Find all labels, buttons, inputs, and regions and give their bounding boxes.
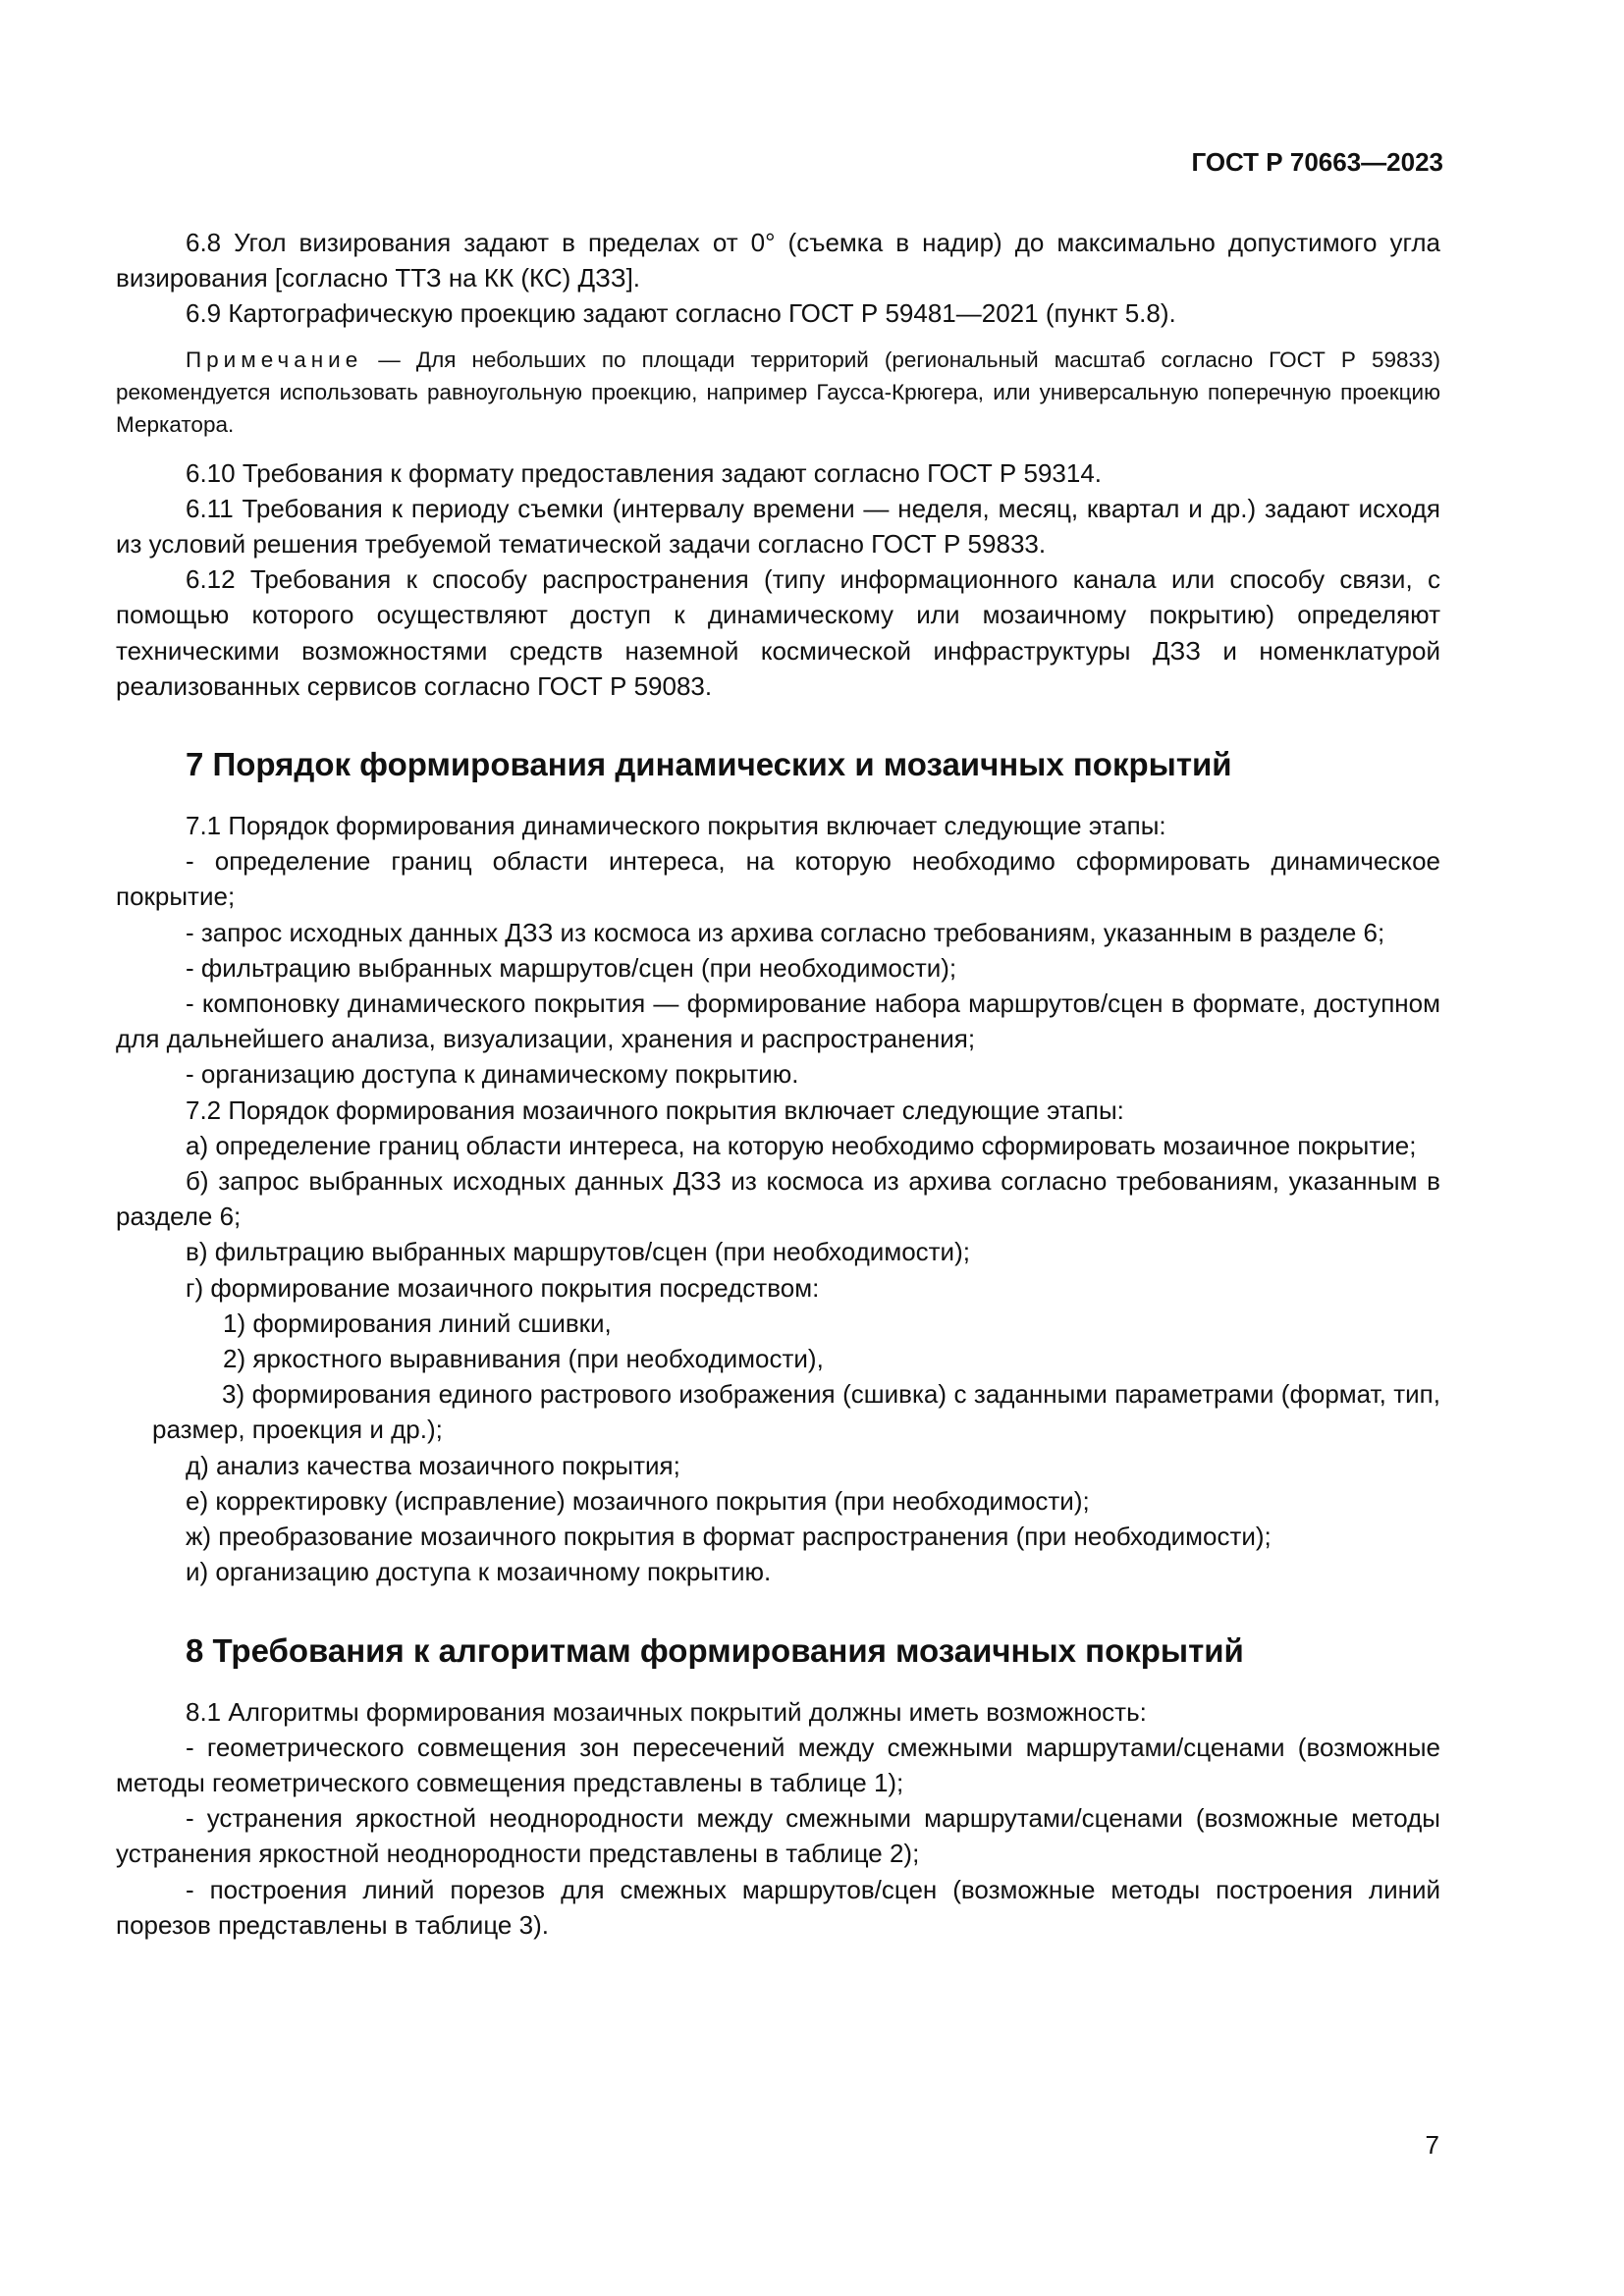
paragraph-6-8: 6.8 Угол визирования задают в пределах от 0° (съемка в надир) до максимально допустимого угла визирования [согласно ТТЗ на КК (КС) ДЗЗ]. (116, 228, 1440, 294)
paragraph-8-1: 8.1 Алгоритмы формирования мозаичных покрытий должны иметь возможность: (186, 1696, 1147, 1727)
list-item: - фильтрацию выбранных маршрутов/сцен (при необходимости); (186, 952, 957, 983)
section-8-heading: 8 Требования к алгоритмам формирования мозаичных покрытий (186, 1631, 1244, 1669)
list-item: - организацию доступа к динамическому покрытию. (186, 1059, 799, 1090)
list-item: - компоновку динамического покрытия — формирование набора маршрутов/сцен в формате, доступном для дальнейшего анализа, визуализации, хранения и распространения; (116, 988, 1440, 1054)
section-7-heading: 7 Порядок формирования динамических и мозаичных покрытий (186, 746, 1232, 783)
list-item: - геометрического совмещения зон пересечений между смежными маршрутами/сценами (возможные методы геометрического совмещения представлены в таблице 1); (116, 1732, 1440, 1797)
page-content (116, 225, 1440, 1943)
list-item: б) запрос выбранных исходных данных ДЗЗ из космоса из архива согласно требованиям, указанным в разделе 6; (116, 1166, 1440, 1232)
list-item: ж) преобразование мозаичного покрытия в формат распространения (при необходимости); (186, 1522, 1272, 1552)
paragraph-7-1: 7.1 Порядок формирования динамического покрытия включает следующие этапы: (186, 811, 1166, 841)
note-paragraph (116, 344, 1440, 441)
paragraph-6-10: 6.10 Требования к формату предоставления задают согласно ГОСТ Р 59314. (186, 457, 1103, 488)
list-item: д) анализ качества мозаичного покрытия; (186, 1450, 680, 1480)
list-item: е) корректировку (исправление) мозаичного покрытия (при необходимости); (186, 1485, 1090, 1516)
list-item: и) организацию доступа к мозаичному покрытию. (186, 1557, 772, 1587)
list-item: в) фильтрацию выбранных маршрутов/сцен (при необходимости); (186, 1237, 970, 1267)
sub-list-item: 2) яркостного выравнивания (при необходимости), (223, 1344, 824, 1374)
page-number: 7 (1425, 2130, 1439, 2160)
list-item: а) определение границ области интереса, на которую необходимо сформировать мозаичное покрытие; (186, 1130, 1417, 1160)
document-header: ГОСТ Р 70663—2023 (1191, 147, 1443, 177)
list-item: г) формирование мозаичного покрытия посредством: (186, 1272, 820, 1303)
list-item: - устранения яркостной неоднородности между смежными маршрутами/сценами (возможные методы устранения яркостной неоднородности представлены в таблице 2); (116, 1803, 1440, 1869)
paragraph-6-11: 6.11 Требования к периоду съемки (интервалу времени — неделя, месяц, квартал и др.) задают исходя из условий решения требуемой тематической задачи согласно ГОСТ Р 59833. (116, 493, 1440, 560)
paragraph-6-12: 6.12 Требования к способу распространения (типу информационного канала или способу связи, с помощью которого осуществляют доступ к динамическому или мозаичному покрытию) определяют техническими возможностями средств наземной космической инфраструктуры ДЗЗ и номенклатурой реализованных сервисов согласно ГОСТ Р 59083. (116, 564, 1440, 701)
list-item: - запрос исходных данных ДЗЗ из космоса из архива согласно требованиям, указанным в разделе 6; (186, 917, 1385, 947)
paragraph-6-9: 6.9 Картографическую проекцию задают согласно ГОСТ Р 59481—2021 (пункт 5.8). (186, 298, 1176, 329)
list-item: - определение границ области интереса, на которую необходимо сформировать динамическое покрытие; (116, 846, 1440, 912)
sub-list-item: 1) формирования линий сшивки, (223, 1308, 612, 1338)
paragraph-7-2: 7.2 Порядок формирования мозаичного покрытия включает следующие этапы: (186, 1095, 1124, 1125)
note-label: Примечание (186, 347, 363, 372)
list-item: - построения линий порезов для смежных маршрутов/сцен (возможные методы построения линий порезов представлены в таблице 3). (116, 1874, 1440, 1940)
sub-list-item: 3) формирования единого растрового изображения (сшивка) с заданными параметрами (формат, тип, размер, проекция и др.); (152, 1379, 1440, 1445)
note-text: — Для небольших по площади территорий (региональный масштаб согласно ГОСТ Р 59833) рекомендуется использовать равноугольную проекцию, например Гаусса-Крюгера, или универсальную поперечную проекцию Меркатора. (116, 347, 1440, 437)
